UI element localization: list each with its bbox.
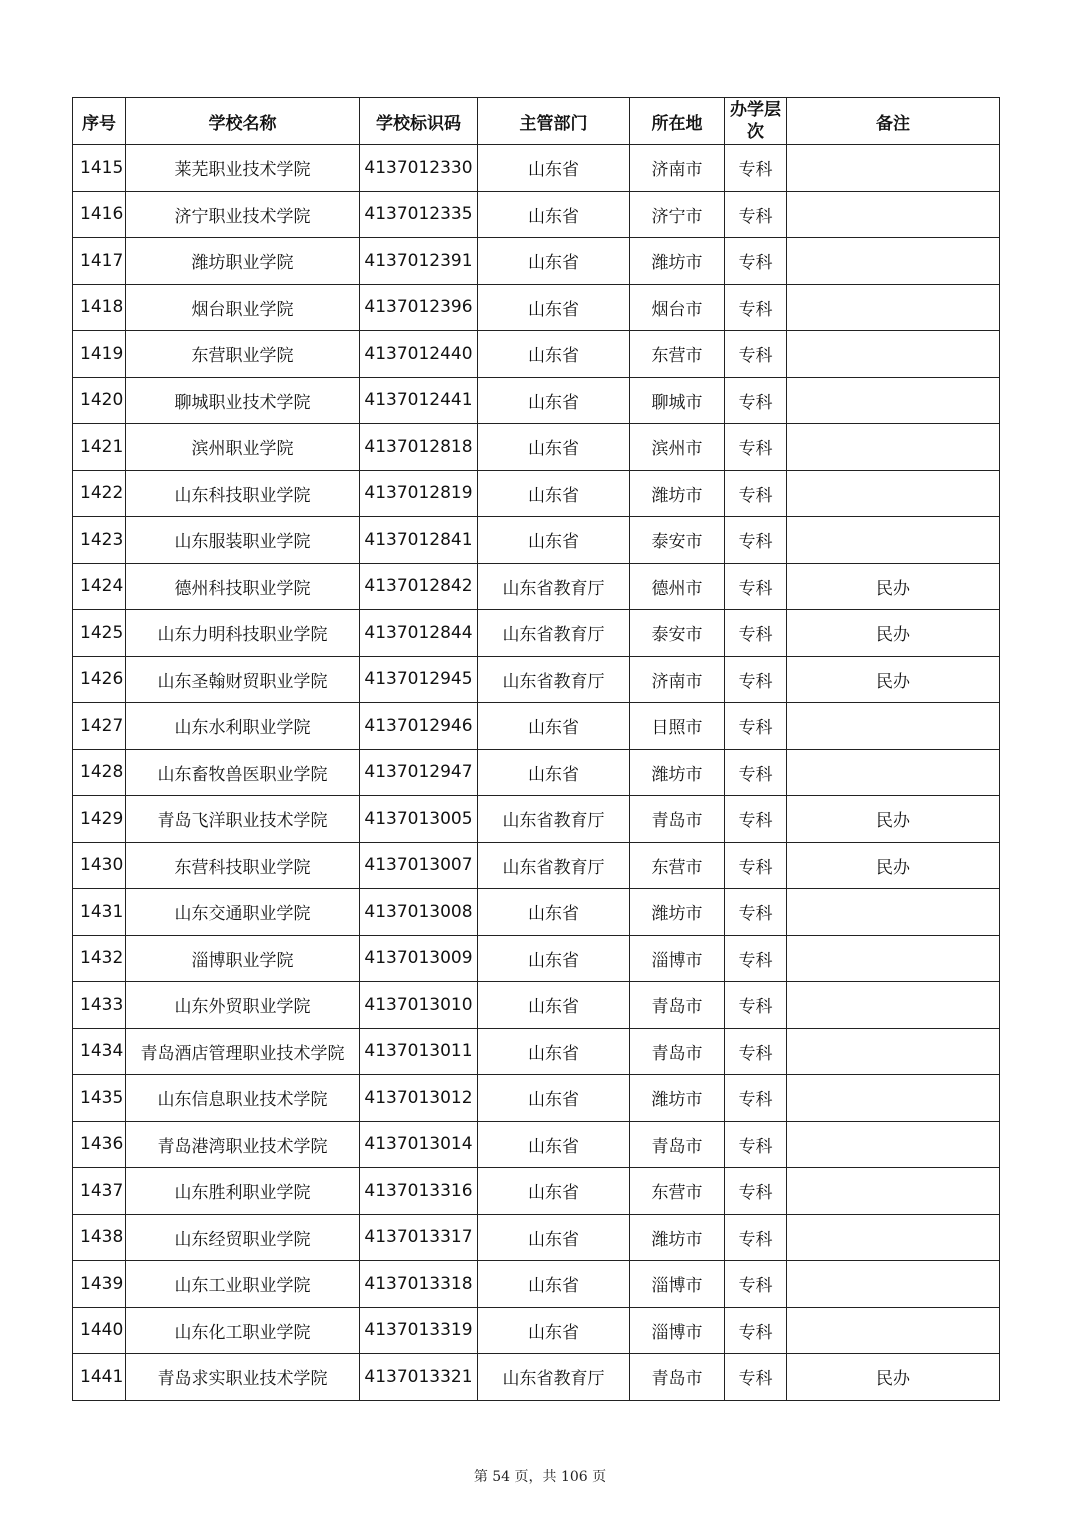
cell-seq: 1425 xyxy=(73,610,126,657)
cell-school-name: 青岛求实职业技术学院 xyxy=(126,1354,360,1401)
cell-school-name: 淄博职业学院 xyxy=(126,935,360,982)
cell-remarks: 民办 xyxy=(787,563,1000,610)
cell-seq: 1423 xyxy=(73,517,126,564)
cell-remarks xyxy=(787,1214,1000,1261)
cell-school-code: 4137013321 xyxy=(360,1354,478,1401)
cell-department: 山东省 xyxy=(478,703,630,750)
cell-location: 潍坊市 xyxy=(630,1214,725,1261)
cell-location: 潍坊市 xyxy=(630,1075,725,1122)
cell-school-code: 4137013005 xyxy=(360,796,478,843)
cell-school-code: 4137012946 xyxy=(360,703,478,750)
cell-school-name: 山东交通职业学院 xyxy=(126,889,360,936)
cell-department: 山东省教育厅 xyxy=(478,610,630,657)
cell-school-code: 4137012441 xyxy=(360,377,478,424)
cell-seq: 1434 xyxy=(73,1028,126,1075)
table-row xyxy=(73,1168,1000,1215)
cell-seq: 1415 xyxy=(73,145,126,192)
cell-school-name: 山东水利职业学院 xyxy=(126,703,360,750)
cell-level: 专科 xyxy=(725,145,787,192)
cell-school-code: 4137012818 xyxy=(360,424,478,471)
cell-school-name: 东营科技职业学院 xyxy=(126,842,360,889)
header-department: 主管部门 xyxy=(478,98,630,145)
cell-location: 青岛市 xyxy=(630,796,725,843)
table-row xyxy=(73,470,1000,517)
cell-department: 山东省教育厅 xyxy=(478,563,630,610)
cell-location: 淄博市 xyxy=(630,935,725,982)
cell-remarks: 民办 xyxy=(787,610,1000,657)
cell-department: 山东省 xyxy=(478,238,630,285)
cell-department: 山东省 xyxy=(478,1168,630,1215)
cell-school-name: 烟台职业学院 xyxy=(126,284,360,331)
table-row xyxy=(73,1121,1000,1168)
cell-department: 山东省 xyxy=(478,1075,630,1122)
cell-school-name: 山东信息职业技术学院 xyxy=(126,1075,360,1122)
cell-department: 山东省 xyxy=(478,284,630,331)
cell-level: 专科 xyxy=(725,284,787,331)
cell-school-code: 4137012945 xyxy=(360,656,478,703)
cell-school-code: 4137013008 xyxy=(360,889,478,936)
cell-remarks xyxy=(787,470,1000,517)
cell-location: 泰安市 xyxy=(630,517,725,564)
table-row xyxy=(73,1028,1000,1075)
cell-school-code: 4137013009 xyxy=(360,935,478,982)
cell-school-name: 山东畜牧兽医职业学院 xyxy=(126,749,360,796)
cell-location: 青岛市 xyxy=(630,982,725,1029)
cell-school-code: 4137013316 xyxy=(360,1168,478,1215)
cell-department: 山东省 xyxy=(478,331,630,378)
cell-location: 聊城市 xyxy=(630,377,725,424)
cell-seq: 1421 xyxy=(73,424,126,471)
cell-seq: 1435 xyxy=(73,1075,126,1122)
cell-department: 山东省 xyxy=(478,1214,630,1261)
cell-location: 泰安市 xyxy=(630,610,725,657)
cell-remarks: 民办 xyxy=(787,842,1000,889)
cell-location: 青岛市 xyxy=(630,1121,725,1168)
cell-school-name: 山东化工职业学院 xyxy=(126,1307,360,1354)
cell-department: 山东省 xyxy=(478,191,630,238)
cell-remarks xyxy=(787,889,1000,936)
cell-seq: 1427 xyxy=(73,703,126,750)
page-footer: 第 54 页，共 106 页 xyxy=(473,1469,607,1485)
cell-school-name: 山东服装职业学院 xyxy=(126,517,360,564)
cell-seq: 1436 xyxy=(73,1121,126,1168)
cell-school-name: 山东胜利职业学院 xyxy=(126,1168,360,1215)
cell-level: 专科 xyxy=(725,796,787,843)
cell-level: 专科 xyxy=(725,749,787,796)
cell-level: 专科 xyxy=(725,1261,787,1308)
cell-seq: 1440 xyxy=(73,1307,126,1354)
cell-remarks xyxy=(787,1307,1000,1354)
table-row xyxy=(73,935,1000,982)
cell-school-code: 4137012841 xyxy=(360,517,478,564)
cell-department: 山东省 xyxy=(478,1307,630,1354)
cell-remarks xyxy=(787,1028,1000,1075)
cell-remarks xyxy=(787,1168,1000,1215)
cell-location: 济南市 xyxy=(630,656,725,703)
table-row xyxy=(73,284,1000,331)
cell-location: 日照市 xyxy=(630,703,725,750)
cell-department: 山东省 xyxy=(478,145,630,192)
cell-remarks xyxy=(787,377,1000,424)
cell-level: 专科 xyxy=(725,935,787,982)
cell-location: 淄博市 xyxy=(630,1261,725,1308)
cell-department: 山东省 xyxy=(478,749,630,796)
cell-location: 潍坊市 xyxy=(630,238,725,285)
cell-department: 山东省 xyxy=(478,1028,630,1075)
cell-school-code: 4137013007 xyxy=(360,842,478,889)
cell-seq: 1433 xyxy=(73,982,126,1029)
cell-school-code: 4137012391 xyxy=(360,238,478,285)
cell-location: 青岛市 xyxy=(630,1028,725,1075)
cell-department: 山东省 xyxy=(478,377,630,424)
cell-location: 济南市 xyxy=(630,145,725,192)
cell-remarks xyxy=(787,191,1000,238)
cell-school-code: 4137012844 xyxy=(360,610,478,657)
cell-location: 潍坊市 xyxy=(630,749,725,796)
schools-table xyxy=(72,97,1000,1401)
table-row xyxy=(73,1075,1000,1122)
cell-seq: 1432 xyxy=(73,935,126,982)
cell-seq: 1418 xyxy=(73,284,126,331)
cell-level: 专科 xyxy=(725,1354,787,1401)
cell-remarks: 民办 xyxy=(787,1354,1000,1401)
cell-remarks xyxy=(787,1121,1000,1168)
cell-school-name: 山东外贸职业学院 xyxy=(126,982,360,1029)
table-row xyxy=(73,703,1000,750)
cell-department: 山东省教育厅 xyxy=(478,796,630,843)
cell-remarks xyxy=(787,982,1000,1029)
cell-seq: 1416 xyxy=(73,191,126,238)
cell-school-code: 4137012396 xyxy=(360,284,478,331)
cell-school-code: 4137013317 xyxy=(360,1214,478,1261)
cell-department: 山东省 xyxy=(478,470,630,517)
cell-level: 专科 xyxy=(725,1307,787,1354)
cell-location: 东营市 xyxy=(630,1168,725,1215)
cell-seq: 1422 xyxy=(73,470,126,517)
table-row xyxy=(73,796,1000,843)
cell-level: 专科 xyxy=(725,982,787,1029)
cell-school-name: 山东力明科技职业学院 xyxy=(126,610,360,657)
cell-location: 青岛市 xyxy=(630,1354,725,1401)
cell-seq: 1438 xyxy=(73,1214,126,1261)
table-row xyxy=(73,1354,1000,1401)
cell-level: 专科 xyxy=(725,610,787,657)
cell-level: 专科 xyxy=(725,1121,787,1168)
table-row xyxy=(73,377,1000,424)
cell-level: 专科 xyxy=(725,1214,787,1261)
cell-school-code: 4137013318 xyxy=(360,1261,478,1308)
cell-department: 山东省 xyxy=(478,982,630,1029)
cell-location: 德州市 xyxy=(630,563,725,610)
cell-level: 专科 xyxy=(725,517,787,564)
table-row xyxy=(73,191,1000,238)
cell-location: 东营市 xyxy=(630,842,725,889)
cell-school-name: 山东圣翰财贸职业学院 xyxy=(126,656,360,703)
cell-remarks xyxy=(787,703,1000,750)
header-level: 办学层次 xyxy=(725,98,787,145)
cell-school-code: 4137012819 xyxy=(360,470,478,517)
cell-seq: 1428 xyxy=(73,749,126,796)
cell-school-name: 青岛飞洋职业技术学院 xyxy=(126,796,360,843)
cell-seq: 1420 xyxy=(73,377,126,424)
table-row xyxy=(73,517,1000,564)
cell-department: 山东省教育厅 xyxy=(478,656,630,703)
cell-school-code: 4137013010 xyxy=(360,982,478,1029)
cell-school-name: 山东科技职业学院 xyxy=(126,470,360,517)
table-row xyxy=(73,1261,1000,1308)
cell-level: 专科 xyxy=(725,331,787,378)
table-row xyxy=(73,1307,1000,1354)
cell-level: 专科 xyxy=(725,1075,787,1122)
cell-level: 专科 xyxy=(725,470,787,517)
cell-remarks: 民办 xyxy=(787,796,1000,843)
cell-remarks xyxy=(787,238,1000,285)
cell-seq: 1424 xyxy=(73,563,126,610)
cell-level: 专科 xyxy=(725,238,787,285)
cell-location: 济宁市 xyxy=(630,191,725,238)
cell-department: 山东省教育厅 xyxy=(478,842,630,889)
header-remarks: 备注 xyxy=(787,98,1000,145)
cell-school-name: 山东工业职业学院 xyxy=(126,1261,360,1308)
table-row xyxy=(73,563,1000,610)
cell-location: 淄博市 xyxy=(630,1307,725,1354)
cell-remarks xyxy=(787,1075,1000,1122)
cell-department: 山东省教育厅 xyxy=(478,1354,630,1401)
table-row xyxy=(73,889,1000,936)
cell-level: 专科 xyxy=(725,377,787,424)
cell-remarks xyxy=(787,1261,1000,1308)
cell-department: 山东省 xyxy=(478,1121,630,1168)
cell-school-code: 4137012440 xyxy=(360,331,478,378)
cell-department: 山东省 xyxy=(478,935,630,982)
cell-level: 专科 xyxy=(725,656,787,703)
cell-seq: 1431 xyxy=(73,889,126,936)
table-row xyxy=(73,238,1000,285)
cell-level: 专科 xyxy=(725,842,787,889)
cell-school-code: 4137013014 xyxy=(360,1121,478,1168)
cell-remarks xyxy=(787,749,1000,796)
cell-school-name: 潍坊职业学院 xyxy=(126,238,360,285)
cell-remarks xyxy=(787,517,1000,564)
cell-school-name: 聊城职业技术学院 xyxy=(126,377,360,424)
cell-level: 专科 xyxy=(725,703,787,750)
cell-seq: 1439 xyxy=(73,1261,126,1308)
cell-seq: 1417 xyxy=(73,238,126,285)
cell-school-name: 青岛酒店管理职业技术学院 xyxy=(126,1028,360,1075)
cell-school-code: 4137013319 xyxy=(360,1307,478,1354)
cell-remarks xyxy=(787,424,1000,471)
cell-seq: 1426 xyxy=(73,656,126,703)
header-seq: 序号 xyxy=(73,98,126,145)
table-row xyxy=(73,749,1000,796)
cell-location: 潍坊市 xyxy=(630,889,725,936)
cell-school-name: 滨州职业学院 xyxy=(126,424,360,471)
cell-seq: 1429 xyxy=(73,796,126,843)
cell-location: 滨州市 xyxy=(630,424,725,471)
cell-remarks xyxy=(787,145,1000,192)
cell-school-name: 青岛港湾职业技术学院 xyxy=(126,1121,360,1168)
cell-remarks xyxy=(787,935,1000,982)
cell-department: 山东省 xyxy=(478,517,630,564)
table-header-row xyxy=(73,98,1000,145)
cell-school-code: 4137012947 xyxy=(360,749,478,796)
cell-school-name: 山东经贸职业学院 xyxy=(126,1214,360,1261)
cell-level: 专科 xyxy=(725,563,787,610)
table-row xyxy=(73,145,1000,192)
cell-department: 山东省 xyxy=(478,1261,630,1308)
table-row xyxy=(73,610,1000,657)
cell-school-code: 4137013011 xyxy=(360,1028,478,1075)
table-row xyxy=(73,656,1000,703)
table-row xyxy=(73,331,1000,378)
cell-location: 烟台市 xyxy=(630,284,725,331)
cell-seq: 1437 xyxy=(73,1168,126,1215)
table-row xyxy=(73,1214,1000,1261)
cell-school-name: 德州科技职业学院 xyxy=(126,563,360,610)
cell-location: 东营市 xyxy=(630,331,725,378)
table-row xyxy=(73,842,1000,889)
cell-school-code: 4137012335 xyxy=(360,191,478,238)
cell-department: 山东省 xyxy=(478,889,630,936)
cell-school-name: 莱芜职业技术学院 xyxy=(126,145,360,192)
cell-remarks xyxy=(787,284,1000,331)
cell-school-name: 东营职业学院 xyxy=(126,331,360,378)
cell-level: 专科 xyxy=(725,889,787,936)
cell-school-code: 4137012842 xyxy=(360,563,478,610)
cell-seq: 1441 xyxy=(73,1354,126,1401)
cell-remarks: 民办 xyxy=(787,656,1000,703)
cell-school-name: 济宁职业技术学院 xyxy=(126,191,360,238)
cell-level: 专科 xyxy=(725,424,787,471)
cell-level: 专科 xyxy=(725,191,787,238)
cell-school-code: 4137013012 xyxy=(360,1075,478,1122)
cell-remarks xyxy=(787,331,1000,378)
cell-level: 专科 xyxy=(725,1028,787,1075)
header-school-code: 学校标识码 xyxy=(360,98,478,145)
cell-level: 专科 xyxy=(725,1168,787,1215)
header-school-name: 学校名称 xyxy=(126,98,360,145)
cell-location: 潍坊市 xyxy=(630,470,725,517)
table-row xyxy=(73,424,1000,471)
cell-school-code: 4137012330 xyxy=(360,145,478,192)
header-location: 所在地 xyxy=(630,98,725,145)
cell-department: 山东省 xyxy=(478,424,630,471)
cell-seq: 1419 xyxy=(73,331,126,378)
table-row xyxy=(73,982,1000,1029)
cell-seq: 1430 xyxy=(73,842,126,889)
